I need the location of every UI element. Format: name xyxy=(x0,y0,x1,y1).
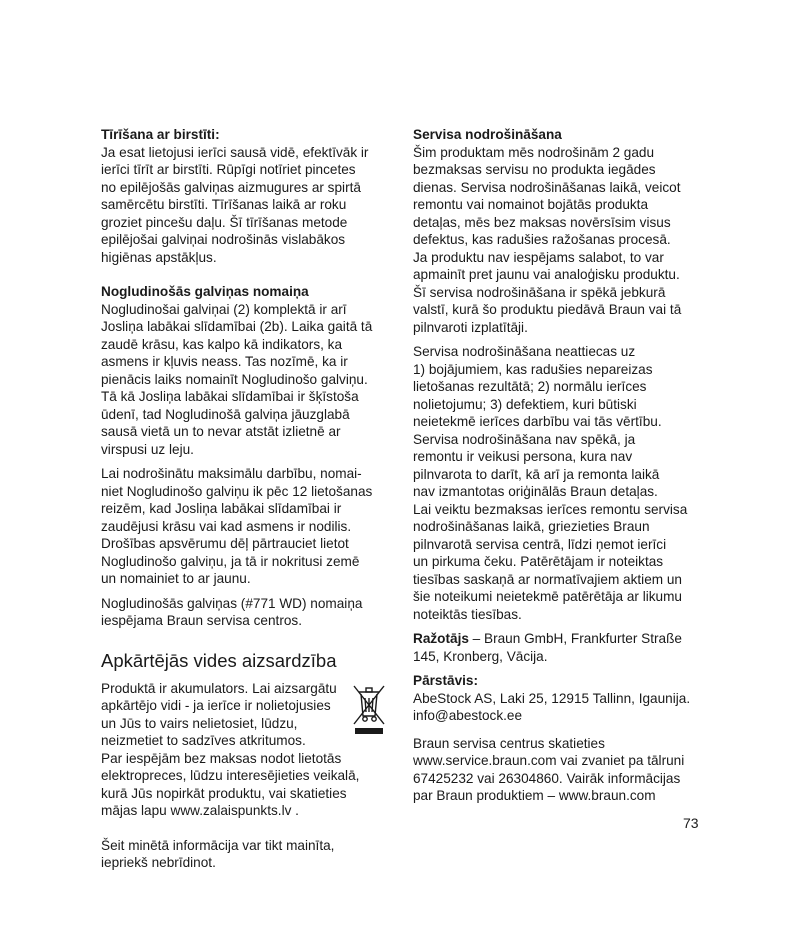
text-line: neizmetiet to sadzīves atkritumos. xyxy=(101,733,306,748)
text-line: niet Nogludinošo galviņu ik pēc 12 lietošanas xyxy=(101,483,373,499)
text-line: Lai veiktu bezmaksas ierīces remontu servisa xyxy=(413,501,688,517)
crossed-out-wheelie-bin-icon xyxy=(351,682,387,736)
smoothing-paragraph-3 xyxy=(101,595,391,630)
text-line: Braun servisa centrus skatieties xyxy=(413,735,605,751)
cleaning-heading: Tīrīšana ar birstīti: xyxy=(101,127,220,142)
manufacturer-line-2: 145, Kronberg, Vācija. xyxy=(413,648,548,664)
service-paragraph-2 xyxy=(413,343,708,623)
text-line: pienācis laiks nomainīt Nogludinošo galviņu. xyxy=(101,371,368,387)
text-line: iespējama Braun servisa centros. xyxy=(101,613,302,628)
text-line: ūdenī, tad Nogludinošā galviņa jāuzglabā xyxy=(101,406,350,422)
text-line: remontu vai nomainot bojātās produkta xyxy=(413,197,649,212)
text-line: groziet pincešu daļu. Šī tīrīšanas metode xyxy=(101,214,348,230)
text-line: Produktā ir akumulators. Lai aizsargātu xyxy=(101,680,337,696)
text-line: Lai nodrošinātu maksimālu darbību, nomai- xyxy=(101,466,362,481)
text-line: Šim produktam mēs nodrošinām 2 gadu xyxy=(413,144,655,160)
text-line: tiesības saskaņā ar normatīvajiem aktiem un xyxy=(413,571,682,587)
text-line: noteiktās tiesības. xyxy=(413,606,522,622)
text-line: bezmaksas servisu no produkta iegādes xyxy=(413,162,656,177)
text-line: Šī servisa nodrošināšana ir spēkā jebkurā xyxy=(413,284,666,300)
text-line: ierīci tīrīt ar birstīti. Rūpīgi notīriet pincetes xyxy=(101,162,356,177)
text-line: pilnvaroti izplatītāji. xyxy=(413,319,528,335)
manufacturer-label: Ražotājs xyxy=(413,631,469,646)
text-line: nodrošināšanas laikā, griezieties Braun xyxy=(413,519,650,534)
text-line: apmainīt pret jaunu vai analoģisku produktu. xyxy=(413,267,680,282)
manufacturer-text: – Braun GmbH, Frankfurter Straße xyxy=(468,631,682,646)
text-line: valstī, kurā šo produktu piedāvā Braun vai tā xyxy=(413,302,682,317)
text-line: 67425232 vai 26304860. Vairāk informācijas xyxy=(413,770,681,786)
text-line: šie noteikumi neietekmē patērētāja ar likumu xyxy=(413,589,682,604)
text-line: reizēm, kad Josliņa labākai slīdamībai ir xyxy=(101,501,342,516)
text-line: apkārtējo vidi - ja ierīce ir nolietojusies xyxy=(101,698,331,713)
right-column xyxy=(413,126,708,805)
text-line: virspusi uz leju. xyxy=(101,441,194,457)
text-line: nolietojumu; 3) defektiem, kuri būtiski xyxy=(413,396,637,412)
text-line: zaudē krāsu, kas kalpo kā indikators, ka xyxy=(101,336,343,352)
text-line: asmens ir kļuvis neass. Tas nozīmē, ka ir xyxy=(101,354,348,369)
left-column xyxy=(101,126,391,872)
text-line: kurā Jūs nopirkāt produktu, vai skatieties xyxy=(101,785,347,801)
text-line: Servisa nodrošināšana nav spēkā, ja xyxy=(413,431,636,447)
text-line: neietekmē ierīces darbību vai tās vērtību. xyxy=(413,414,662,429)
text-line: zaudējusi krāsu vai kad asmens ir nodilis. xyxy=(101,518,352,534)
text-line: Drošības apsvērumu dēļ pārtrauciet lietot xyxy=(101,536,349,551)
text-line: Nogludinošās galviņas (#771 WD) nomaiņa xyxy=(101,595,363,611)
text-line: par Braun produktiem – www.braun.com xyxy=(413,788,656,803)
text-line: detaļas, mēs bez maksas novērsīsim visus xyxy=(413,214,671,230)
text-line: mājas lapu www.zalaispunkts.lv . xyxy=(101,803,299,818)
text-line: lietošanas rezultātā; 2) normālu ierīces xyxy=(413,379,647,394)
text-line: Servisa nodrošināšana neattiecas uz xyxy=(413,344,636,359)
text-line: iepriekš nebrīdinot. xyxy=(101,855,216,870)
service-centers-paragraph xyxy=(413,735,708,805)
smoothing-paragraph-1 xyxy=(101,301,391,459)
text-line: Josliņa labākai slīdamībai (2b). Laika gaitā tā xyxy=(101,319,373,334)
text-line: remontu ir veikusi persona, kura nav xyxy=(413,449,633,464)
cleaning-paragraph xyxy=(101,144,391,267)
notice-paragraph xyxy=(101,837,391,872)
smoothing-head-heading: Nogludinošās galviņas nomaiņa xyxy=(101,284,309,299)
page-number: 73 xyxy=(683,815,699,831)
text-line: Par iespējām bez maksas nodot lietotās xyxy=(101,750,342,766)
text-line: Nogludinošo galviņu, ja tā ir nokritusi zemē xyxy=(101,553,360,569)
text-line: un nomainiet to ar jaunu. xyxy=(101,571,251,586)
text-line: defektus, kas radušies ražošanas procesā. xyxy=(413,232,671,247)
text-line: higiēnas apstākļus. xyxy=(101,249,217,265)
text-line: Šeit minētā informācija var tikt mainīta, xyxy=(101,837,335,853)
manufacturer-line-1 xyxy=(413,630,708,648)
text-line: Ja esat lietojusi ierīci sausā vidē, efektīvāk ir xyxy=(101,144,369,160)
text-line: samērcētu birstīti. Tīrīšanas laikā ar roku xyxy=(101,197,347,212)
representative-heading: Pārstāvis: xyxy=(413,673,478,688)
text-line: www.service.braun.com vai zvaniet pa tālruni xyxy=(413,753,685,768)
representative-paragraph xyxy=(413,690,708,725)
text-line: Nogludinošai galviņai (2) komplektā ir arī xyxy=(101,301,347,317)
text-line: sausā vietā un to nevar atstāt izlietnē ar xyxy=(101,424,341,439)
service-heading: Servisa nodrošināšana xyxy=(413,127,562,142)
text-line: pilnvarotā servisa centrā, līdzi ņemot ierīci xyxy=(413,536,667,552)
text-line: pilnvarota to darīt, kā arī ja remonta laikā xyxy=(413,466,660,482)
text-line: Ja produktu nav iespējams salabot, to var xyxy=(413,249,664,265)
text-line: un pirkuma čeku. Patērētājam ir noteiktas xyxy=(413,554,664,569)
text-line: epilējošai galviņai nodrošinās vislabākos xyxy=(101,232,346,247)
text-line: elektropreces, lūdzu interesējieties veikalā, xyxy=(101,768,360,783)
environment-paragraph xyxy=(101,680,391,820)
text-line: nav izmantotas oriģinālās Braun detaļas. xyxy=(413,484,658,499)
text-line: 1) bojājumiem, kas radušies nepareizas xyxy=(413,361,653,377)
text-line: AbeStock AS, Laki 25, 12915 Tallinn, Igaunija. xyxy=(413,690,691,706)
service-paragraph-1 xyxy=(413,144,708,337)
text-line: Tā kā Josliņa labākai slīdamībai ir šķīstoša xyxy=(101,389,359,404)
text-line: info@abestock.ee xyxy=(413,708,523,723)
environment-section xyxy=(101,680,391,820)
text-line: no epilējošās galviņas aizmugures ar spirtā xyxy=(101,179,361,195)
text-line: un Jūs to vairs nelietosiet, lūdzu, xyxy=(101,715,298,731)
text-line: dienas. Servisa nodrošināšanas laikā, veicot xyxy=(413,179,681,195)
smoothing-paragraph-2 xyxy=(101,465,391,588)
environment-heading: Apkārtējās vides aizsardzība xyxy=(101,649,337,671)
